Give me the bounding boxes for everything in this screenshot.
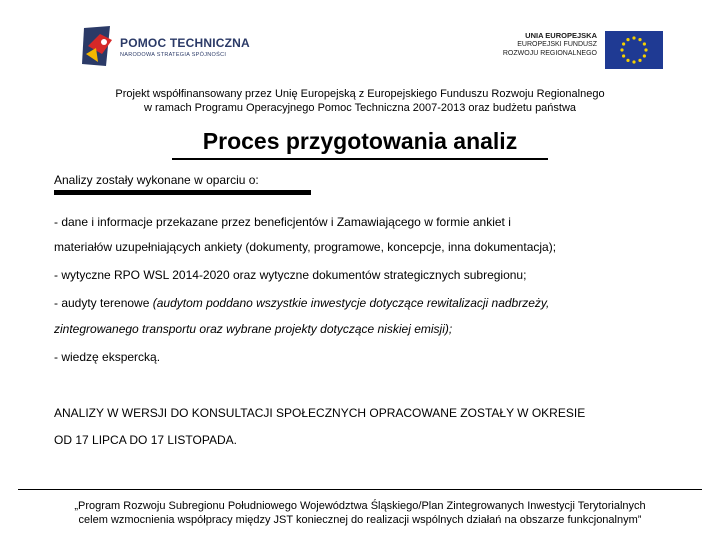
footer-divider [18,489,702,490]
eu-logo-line2: EUROPEJSKI FUNDUSZ [517,41,597,48]
page-title: Proces przygotowania analiz [202,128,518,154]
footer-program-name [10,499,710,527]
title-underline [172,158,548,160]
eu-logo-text [503,31,597,58]
eu-logo [502,30,663,70]
body-line-1: - dane i informacje przekazane przez beneficjentów i Zamawiającego w formie ankiet i [54,215,511,229]
eu-star-icon [643,42,646,45]
cofinancing-note [40,87,680,115]
cofinancing-line-1: Projekt współfinansowany przez Unię Europejską z Europejskiego Funduszu Rozwoju Regionalnego [115,88,605,100]
notice-line-2: OD 17 LIPCA DO 17 LISTOPADA. [54,433,237,447]
eu-star-icon [620,48,623,51]
intro-text: Analizy zostały wykonane w oparciu o: [54,173,259,187]
footer-line-1: „Program Rozwoju Subregionu Południowego Województwa Śląskiego/Plan Zintegrowanych Inwestycji Terytorialnych [74,500,646,512]
eu-star-icon [638,59,641,62]
eu-flag-icon [605,31,663,69]
eu-star-icon [632,60,635,63]
pomoc-techniczna-logo [80,22,250,72]
intro-underline [54,190,311,195]
logo-left-subtitle: NARODOWA STRATEGIA SPÓJNOŚCI [120,52,227,58]
eu-logo-line1: UNIA EUROPEJSKA [525,31,597,40]
eu-star-icon [644,48,647,51]
eu-star-icon [622,42,625,45]
audits-prefix: - audyty terenowe [54,296,153,310]
expertise-line: - wiedzę ekspercką. [54,350,161,364]
eu-star-icon [626,59,629,62]
body-line-3: - wytyczne RPO WSL 2014-2020 oraz wytyczne dokumentów strategicznych subregionu; [54,268,527,282]
cofinancing-line-2: w ramach Programu Operacyjnego Pomoc Techniczna 2007-2013 oraz budżetu państwa [143,102,577,114]
logo-left-title: POMOC TECHNICZNA [120,36,250,50]
audits-detail-2: zintegrowanego transportu oraz wybrane projekty dotyczące niskiej emisji); [54,322,453,336]
notice-line-1: ANALIZY W WERSJI DO KONSULTACJI SPOŁECZNYCH OPRACOWANE ZOSTAŁY W OKRESIE [54,406,586,420]
audits-line-1 [54,296,549,310]
eu-star-icon [626,38,629,41]
audits-line-2 [54,322,452,336]
eu-star-icon [632,36,635,39]
eu-logo-line3: ROZWOJU REGIONALNEGO [502,50,597,57]
footer-line-2: celem wzmocnienia współpracy między JST koniecznej do realizacji wspólnych działań na obszarze funkcjonalnym” [78,514,642,526]
eu-star-icon [643,54,646,57]
eu-star-icon [622,54,625,57]
pomoc-techniczna-mark-icon [80,24,116,68]
audits-detail-1: (audytom poddano wszystkie inwestycje dotyczące rewitalizacji nadbrzeży, [152,296,550,310]
eu-star-icon [638,38,641,41]
body-line-2: materiałów uzupełniających ankiety (dokumenty, programowe, koncepcje, inna dokumentacja); [54,240,557,254]
